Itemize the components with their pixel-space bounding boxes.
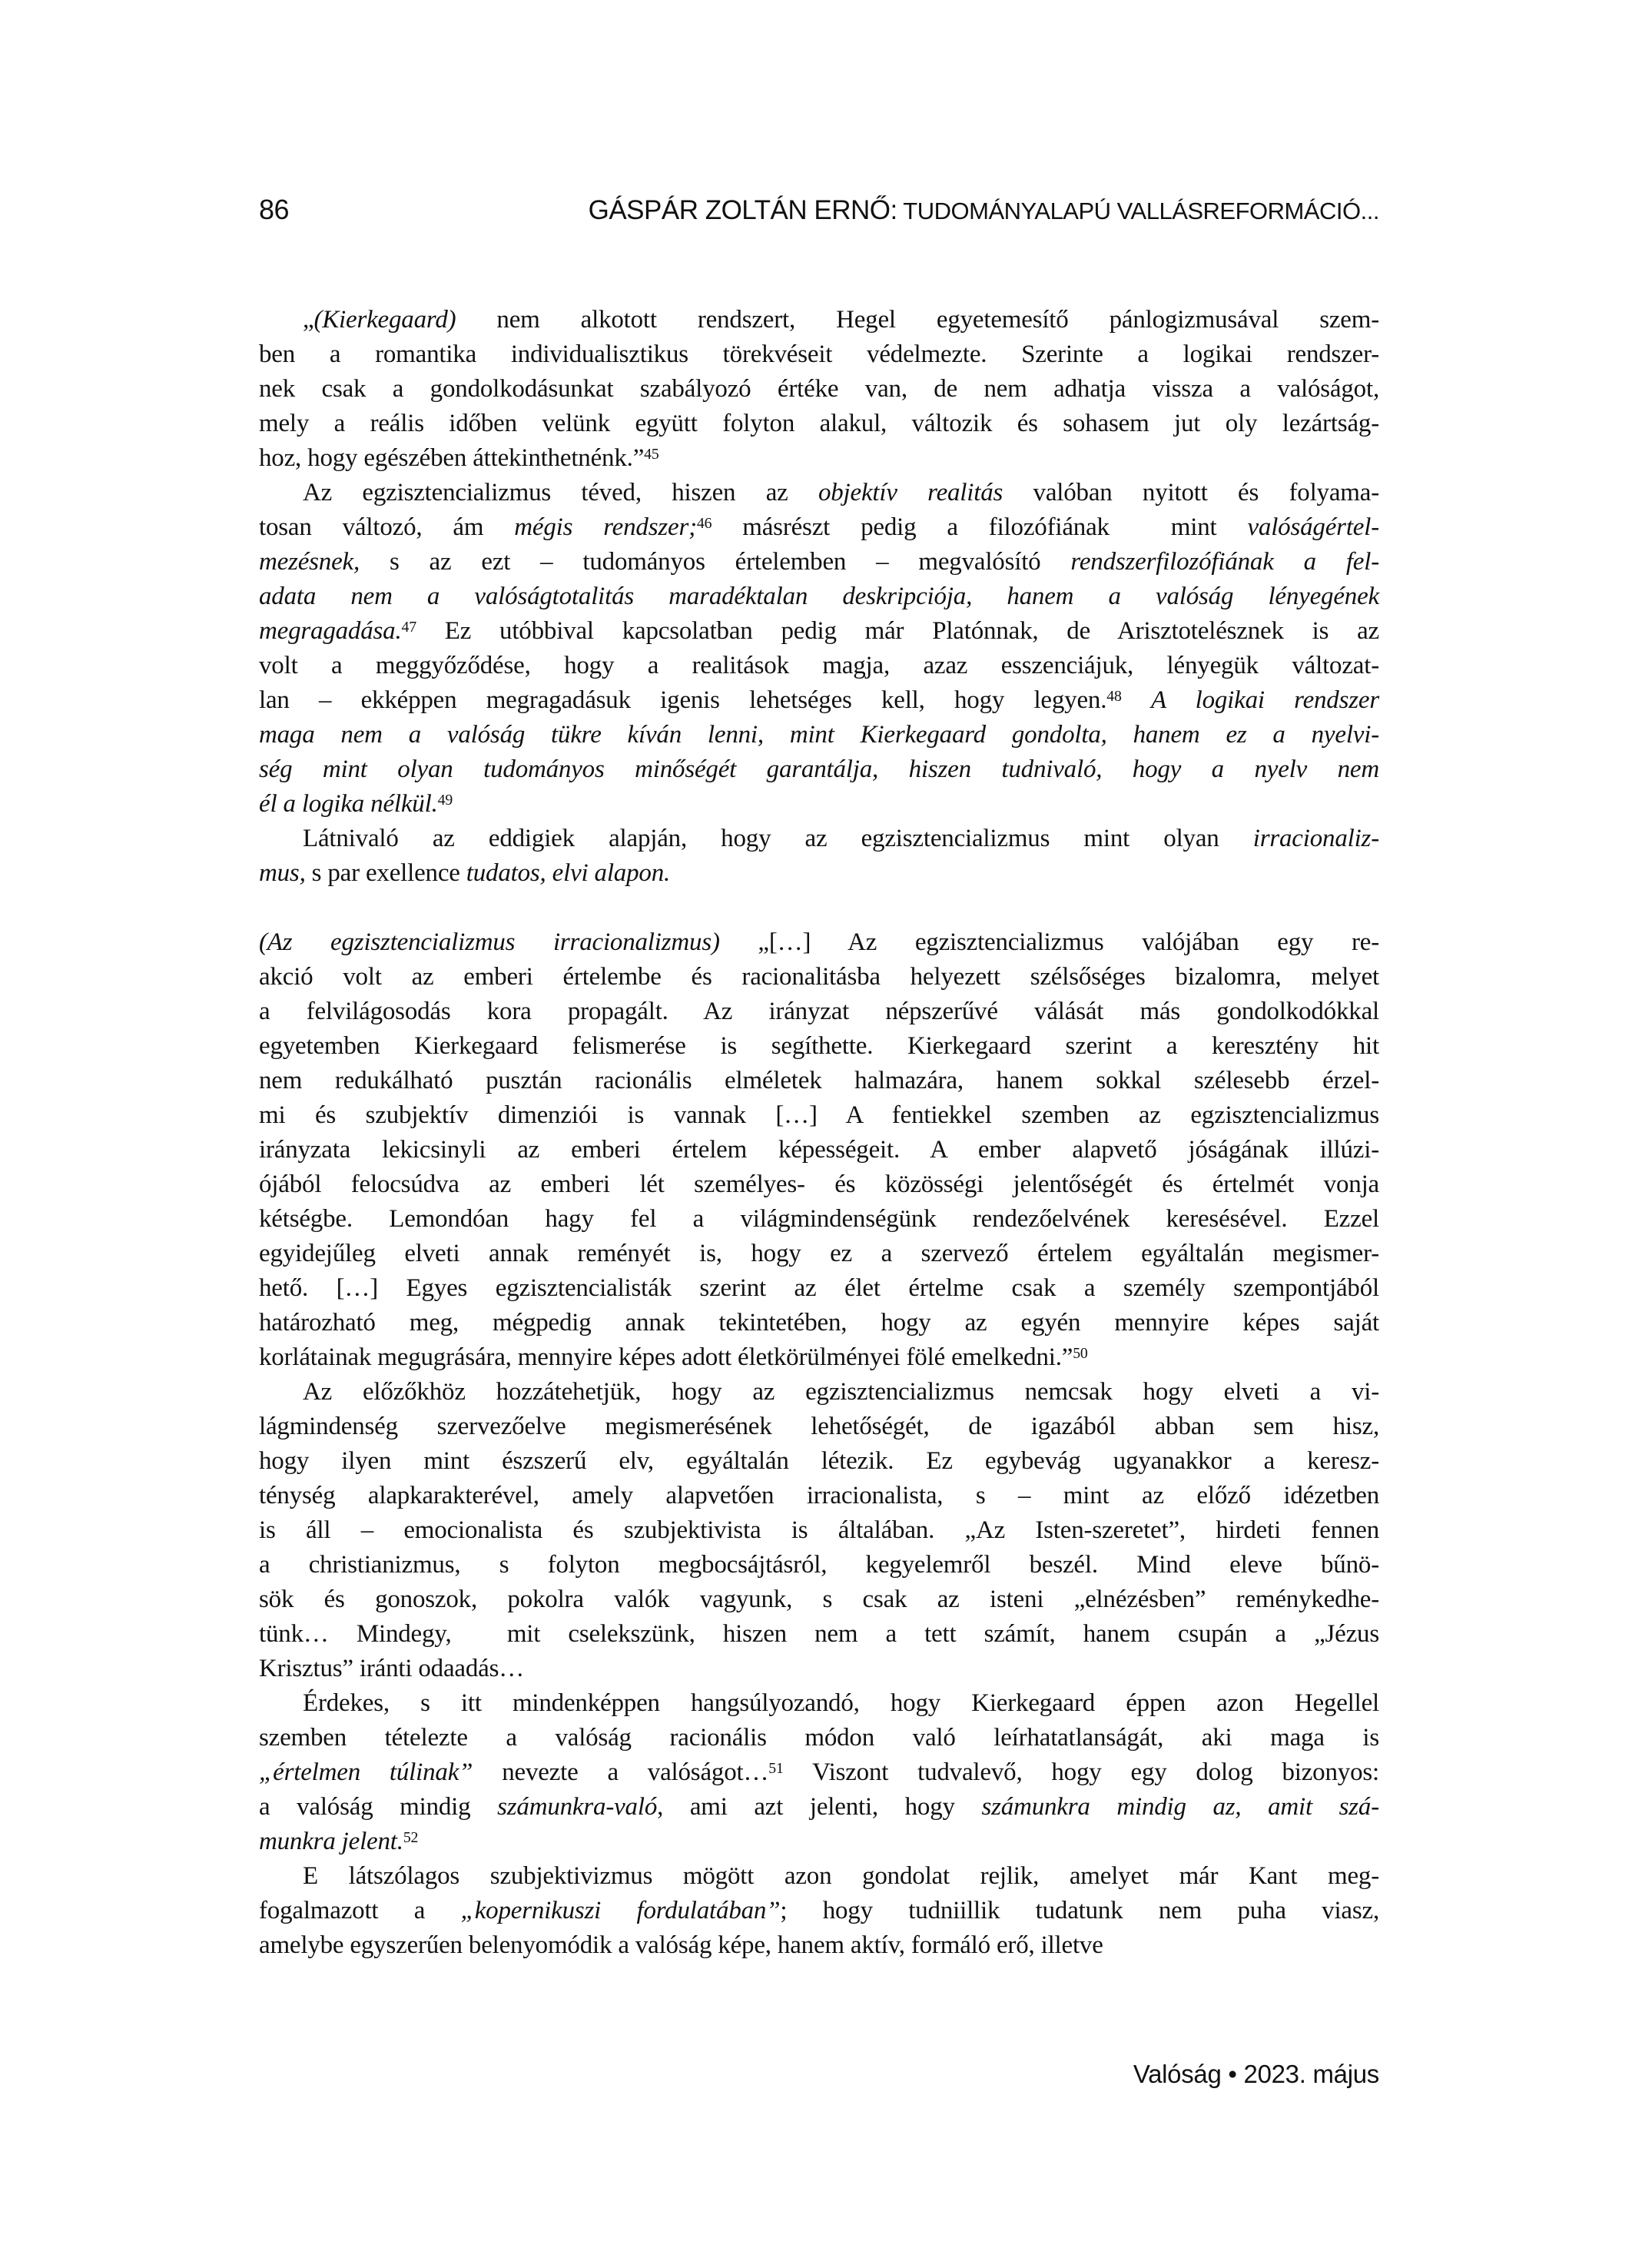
text-run: irracionaliz- xyxy=(1252,825,1379,852)
text-line xyxy=(259,995,1379,1029)
paragraph xyxy=(259,925,1379,1375)
text-run: s par exellence xyxy=(305,859,466,887)
page-number: 86 xyxy=(259,194,290,225)
text-run: hető. […] Egyes egzisztencialisták szerint az élet értelme csak a személy szempontjából xyxy=(259,1274,1379,1302)
text-line xyxy=(259,1825,1379,1859)
paragraph xyxy=(259,1859,1379,1963)
paragraph xyxy=(259,303,1379,476)
text-run: mi és szubjektív dimenziói is vannak […] A fentiekkel szemben az egzisztencializmus xyxy=(259,1101,1379,1129)
text-line xyxy=(259,1133,1379,1167)
header-article-title: TUDOMÁNYALAPÚ VALLÁSREFORMÁCIÓ... xyxy=(897,198,1379,224)
text-run: akció volt az emberi értelembe és racionalitásba helyezett szélsőséges bizalomra, melyet xyxy=(259,963,1379,991)
text-run: nevezte a valóságot… xyxy=(473,1758,769,1786)
text-run: (Az egzisztencializmus irracionalizmus) xyxy=(259,928,720,956)
text-run: Látnivaló az eddigiek alapján, hogy az egzisztencializmus mint olyan xyxy=(303,825,1253,852)
text-run: (Kierkegaard) xyxy=(313,306,456,334)
paragraph xyxy=(259,1375,1379,1686)
text-line xyxy=(259,960,1379,995)
text-run: mégis rendszer; xyxy=(514,513,697,541)
footnote-ref: 49 xyxy=(437,791,453,809)
text-line xyxy=(259,1410,1379,1444)
text-line xyxy=(259,718,1379,752)
text-line xyxy=(259,1686,1379,1721)
text-run: objektív realitás xyxy=(818,479,1003,506)
text-run xyxy=(1122,686,1151,714)
text-run: a christianizmus, s folyton megbocsájtásról, kegyelemről beszél. Mind eleve bűnö- xyxy=(259,1551,1379,1579)
text-run: megragadása. xyxy=(259,617,402,645)
text-run: a valóság mindig xyxy=(259,1793,498,1821)
text-line xyxy=(259,752,1379,787)
text-line xyxy=(259,1237,1379,1271)
text-line xyxy=(259,822,1379,856)
text-run: volt a meggyőződése, hogy a realitások magja, azaz esszenciájuk, lényegük változat- xyxy=(259,652,1379,679)
running-title xyxy=(589,195,1379,226)
text-run: számunkra-való xyxy=(497,1793,658,1821)
text-run: lágmindenség szervezőelve megismerésének lehetőségét, de igazából abban sem hisz, xyxy=(259,1413,1379,1440)
text-line xyxy=(259,1652,1379,1686)
text-run: is áll – emocionalista és szubjektivista is általában. „Az Isten-szeretet”, hirdeti fennen xyxy=(259,1516,1379,1544)
text-run: tünk… Mindegy, mit cselekszünk, hiszen nem a tett számít, hanem csupán a „Jézus xyxy=(259,1620,1379,1648)
text-run: hoz, hogy egészében áttekinthetnénk.” xyxy=(259,444,645,472)
text-run: A logikai rendszer xyxy=(1150,686,1379,714)
text-run: maga nem a valóság tükre kíván lenni, mint Kierkegaard gondolta, hanem ez a nyelvi- xyxy=(259,721,1379,749)
text-run: Viszont tudvalevő, hogy egy dolog bizonyos: xyxy=(783,1758,1379,1786)
text-run: ; hogy tudniillik tudatunk nem puha viasz, xyxy=(780,1897,1380,1924)
text-run: tosan változó, ám xyxy=(259,513,515,541)
text-run: hogy ilyen mint észszerű elv, egyáltalán létezik. Ez egybevág ugyanakkor a keresz- xyxy=(259,1447,1379,1475)
text-line xyxy=(259,1582,1379,1617)
text-run: egyetemben Kierkegaard felismerése is segíthette. Kierkegaard szerint a keresztény hit xyxy=(259,1032,1379,1060)
footnote-ref: 51 xyxy=(768,1759,784,1777)
text-line xyxy=(259,1340,1379,1375)
text-run: E látszólagos szubjektivizmus mögött azon gondolat rejlik, amelyet már Kant meg- xyxy=(303,1862,1379,1890)
text-run: , ami azt jelenti, hogy xyxy=(657,1793,982,1821)
text-run: „[…] Az egzisztencializmus valójában egy re- xyxy=(719,928,1380,956)
text-run: határozható meg, mégpedig annak tekintetében, hogy az egyén mennyire képes saját xyxy=(259,1309,1379,1337)
text-line xyxy=(259,1202,1379,1237)
text-line xyxy=(259,1859,1379,1894)
text-run: Krisztus” iránti odaadás… xyxy=(259,1655,525,1682)
text-run: rendszerfilozófiának a fel- xyxy=(1070,548,1379,576)
text-line xyxy=(259,856,1379,891)
text-line xyxy=(259,1617,1379,1652)
body-text xyxy=(259,303,1379,1963)
text-line xyxy=(259,1928,1379,1963)
text-line xyxy=(259,372,1379,407)
journal-footer: Valóság • 2023. május xyxy=(1133,2060,1379,2088)
text-run: mezésnek, xyxy=(259,548,360,576)
footnote-ref: 48 xyxy=(1106,687,1122,705)
text-run: irányzata lekicsinyli az emberi értelem képességeit. A ember alapvető jóságának illúzi- xyxy=(259,1136,1379,1164)
footnote-ref: 52 xyxy=(403,1828,419,1846)
paragraph xyxy=(259,476,1379,822)
text-run: a felvilágosodás kora propagált. Az irányzat népszerűvé válását más gondolkodókkal xyxy=(259,998,1379,1025)
text-line xyxy=(259,1167,1379,1202)
text-run: munkra jelent. xyxy=(259,1828,403,1855)
text-run: másrészt pedig a filozófiának mint xyxy=(712,513,1248,541)
text-run: Az egzisztencializmus téved, hiszen az xyxy=(303,479,818,506)
text-run: ténység alapkarakterével, amely alapvetően irracionalista, s – mint az előző idézetben xyxy=(259,1482,1379,1509)
text-line xyxy=(259,1513,1379,1548)
text-run: kétségbe. Lemondóan hagy fel a világmindenségünk rendezőelvének keresésével. Ezzel xyxy=(259,1205,1379,1233)
text-line xyxy=(259,1029,1379,1064)
text-run: nem redukálható pusztán racionális elméletek halmazára, hanem sokkal szélesebb érzel- xyxy=(259,1067,1379,1094)
text-run: egyidejűleg elveti annak reményét is, hogy ez a szervező értelem egyáltalán megismer- xyxy=(259,1240,1379,1267)
text-line xyxy=(259,787,1379,822)
text-line xyxy=(259,1271,1379,1306)
text-line xyxy=(259,1721,1379,1755)
footnote-ref: 50 xyxy=(1073,1344,1088,1362)
footnote-ref: 47 xyxy=(401,618,416,636)
text-line xyxy=(259,303,1379,337)
text-run: ben a romantika individualisztikus törekvéseit védelmezte. Szerinte a logikai rendszer- xyxy=(259,340,1379,368)
text-run: szemben tételezte a valóság racionális módon való leírhatatlanságát, aki maga is xyxy=(259,1724,1379,1752)
text-line xyxy=(259,683,1379,718)
text-line xyxy=(259,476,1379,510)
text-line xyxy=(259,1479,1379,1513)
text-line xyxy=(259,1098,1379,1133)
text-line xyxy=(259,1894,1379,1928)
footnote-ref: 46 xyxy=(696,514,712,532)
text-line xyxy=(259,1306,1379,1340)
text-line xyxy=(259,510,1379,545)
text-run: adata nem a valóságtotalitás maradéktalan deskripciója, hanem a valóság lényegének xyxy=(259,583,1379,610)
text-run: fogalmazott a xyxy=(259,1897,461,1924)
text-line xyxy=(259,1548,1379,1582)
text-run: Érdekes, s itt mindenképpen hangsúlyozandó, hogy Kierkegaard éppen azon Hegellel xyxy=(303,1689,1379,1717)
text-run: amelybe egyszerűen belenyomódik a valóság képe, hanem aktív, formáló erő, illetve xyxy=(259,1931,1103,1959)
text-line xyxy=(259,545,1379,579)
text-run: mely a reális időben velünk együtt folyton alakul, változik és sohasem jut oly lezártság- xyxy=(259,410,1379,437)
text-run: nek csak a gondolkodásunkat szabályozó értéke van, de nem adhatja vissza a valóságot, xyxy=(259,375,1379,403)
text-run: valóságértel- xyxy=(1247,513,1379,541)
text-run: nem alkotott rendszert, Hegel egyetemesítő pánlogizmusával szem- xyxy=(456,306,1379,334)
text-line xyxy=(259,441,1379,476)
text-run: „kopernikuszi fordulatában” xyxy=(460,1897,781,1924)
text-run: mus, xyxy=(259,859,306,887)
footnote-ref: 45 xyxy=(644,445,659,463)
text-run: korlátainak megugrására, mennyire képes adott életkörülményei fölé emelkedni.” xyxy=(259,1343,1073,1371)
text-line xyxy=(259,1375,1379,1410)
text-line xyxy=(259,614,1379,649)
text-run: „értelmen túlinak” xyxy=(259,1758,473,1786)
paragraph xyxy=(259,822,1379,891)
text-line xyxy=(259,407,1379,441)
text-run: ójából felocsúdva az emberi lét személyes- és közösségi jelentőségét és értelmét vonja xyxy=(259,1171,1379,1198)
text-run: számunkra mindig az, amit szá- xyxy=(981,1793,1379,1821)
text-line xyxy=(259,579,1379,614)
paragraph xyxy=(259,1686,1379,1859)
text-line xyxy=(259,649,1379,683)
text-line xyxy=(259,1064,1379,1098)
text-run: valóban nyitott és folyama- xyxy=(1003,479,1379,506)
text-line xyxy=(259,925,1379,960)
text-run: Az előzőkhöz hozzátehetjük, hogy az egzisztencializmus nemcsak hogy elveti a vi- xyxy=(303,1378,1379,1406)
text-run: tudatos, elvi alapon. xyxy=(466,859,671,887)
text-line xyxy=(259,1755,1379,1790)
text-run: él a logika nélkül. xyxy=(259,790,438,818)
text-run: „ xyxy=(303,306,314,334)
text-line xyxy=(259,1790,1379,1825)
text-run: ség mint olyan tudományos minőségét garantálja, hiszen tudnivaló, hogy a nyelv nem xyxy=(259,755,1379,783)
text-run: s az ezt – tudományos értelemben – megvalósító xyxy=(360,548,1071,576)
text-run: sök és gonoszok, pokolra valók vagyunk, s csak az isteni „elnézésben” reménykedhe- xyxy=(259,1586,1379,1613)
text-line xyxy=(259,337,1379,372)
text-run: Ez utóbbival kapcsolatban pedig már Platónnak, de Arisztotelésznek is az xyxy=(416,617,1379,645)
text-run: lan – ekképpen megragadásuk igenis lehetséges kell, hogy legyen. xyxy=(259,686,1107,714)
header-author: GÁSPÁR ZOLTÁN ERNŐ: xyxy=(588,195,897,225)
running-header xyxy=(259,194,1379,226)
text-line xyxy=(259,1444,1379,1479)
